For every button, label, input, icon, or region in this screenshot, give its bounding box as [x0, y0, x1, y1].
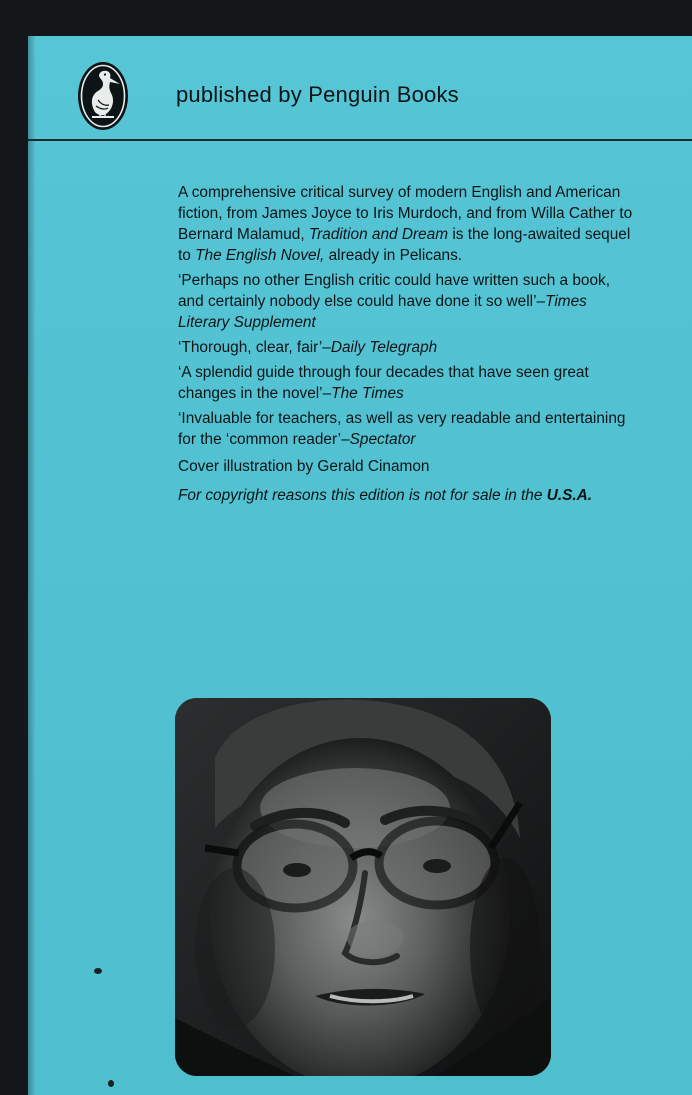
publisher-line: published by Penguin Books — [176, 82, 459, 107]
blurb-paragraph — [178, 182, 638, 266]
copyright-notice — [178, 485, 638, 506]
cover-speck — [94, 968, 102, 974]
quote-source: The Times — [331, 385, 404, 402]
book-title: The English Novel, — [195, 247, 325, 264]
review-quote: ‘A splendid guide through four decades that have seen great changes in the novel’–The Times — [178, 364, 589, 402]
blurb-segment: A comprehensive critical survey of modern English and American fiction, from James Joyce to Iris Murdoch, and from Willa Cather to Bernard Malamud, — [178, 184, 633, 243]
blurb-text — [178, 182, 638, 510]
cover-shadow-edge — [28, 36, 36, 1095]
quote-text: ‘Invaluable for teachers, as well as very readable and entertaining for the ‘common reader’ — [178, 410, 626, 448]
copyright-country: U.S.A. — [546, 487, 593, 504]
header-divider — [28, 139, 692, 141]
blurb-segment: already in Pelicans. — [324, 247, 463, 264]
quote-text: ‘Perhaps no other English critic could have written such a book, and certainly nobody else could have done it so well’ — [178, 272, 611, 310]
review-quote: ‘Perhaps no other English critic could have written such a book, and certainly nobody else could have done it so well’–Times Literary Supplement — [178, 272, 611, 331]
review-quote: ‘Invaluable for teachers, as well as very readable and entertaining for the ‘common reader’–Spectator — [178, 410, 626, 448]
copyright-text: For copyright reasons this edition is not for sale in the — [178, 487, 547, 504]
review-quotes — [178, 270, 638, 450]
cover-speck — [108, 1080, 114, 1087]
quote-source: Spectator — [349, 431, 416, 448]
quote-text: ‘A splendid guide through four decades that have seen great changes in the novel’ — [178, 364, 589, 402]
quote-source: Daily Telegraph — [330, 339, 438, 356]
book-back-cover — [28, 36, 692, 1095]
book-title: Tradition and Dream — [308, 226, 449, 243]
cover-credit: Cover illustration by Gerald Cinamon — [178, 458, 430, 475]
quote-text: ‘Thorough, clear, fair’ — [178, 339, 323, 356]
blurb-segment: is the long-awaited sequel to — [178, 226, 631, 264]
review-quote: ‘Thorough, clear, fair’–Daily Telegraph — [178, 339, 438, 356]
pelican-logo-icon — [76, 60, 130, 132]
quote-source: Times Literary Supplement — [178, 293, 587, 331]
author-photo — [175, 698, 551, 1076]
